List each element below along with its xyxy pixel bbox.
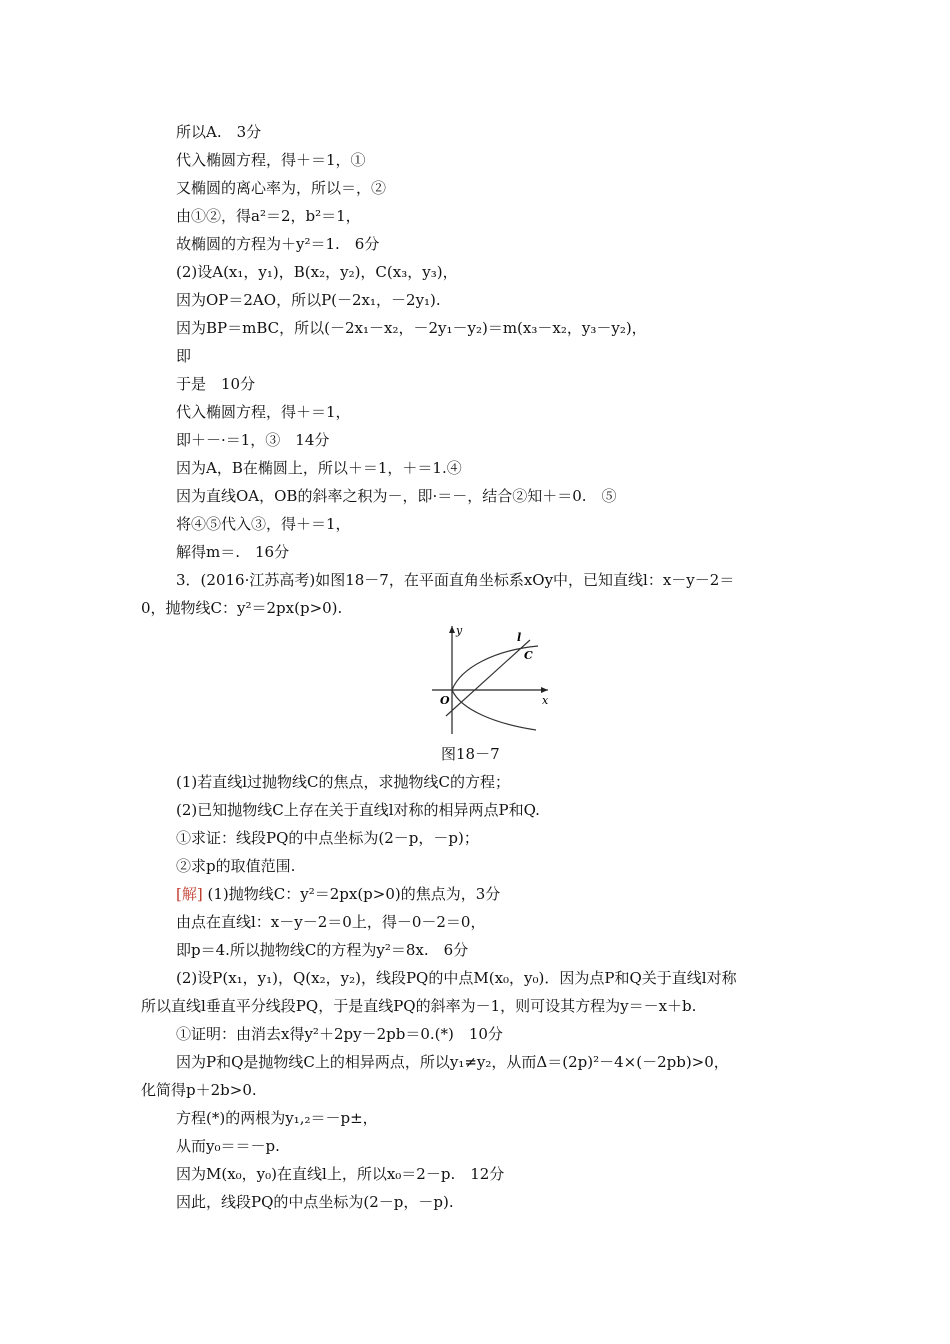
text-line: 即＋－·＝1，③ 14分	[176, 431, 330, 449]
parabola-figure	[426, 622, 556, 740]
text-line: 将④⑤代入③，得＋＝1，	[176, 515, 351, 533]
origin-label: O	[440, 694, 450, 707]
solution-line: 由点在直线l：x－y－2＝0上，得－0－2＝0，	[176, 913, 486, 931]
curve-c-label: C	[524, 649, 533, 662]
text-line: 故椭圆的方程为＋y²＝1. 6分	[176, 235, 380, 253]
problem-statement-line: 0，抛物线C：y²＝2px(p>0).	[141, 599, 343, 617]
question-line: (1)若直线l过抛物线C的焦点，求抛物线C的方程；	[176, 773, 511, 791]
text-line: 因为OP＝2AO，所以P(－2x₁，－2y₁).	[176, 291, 441, 309]
text-line: 又椭圆的离心率为，所以＝，②	[176, 179, 387, 197]
text-line: 于是 10分	[176, 375, 256, 393]
question-line: ①求证：线段PQ的中点坐标为(2－p，－p)；	[176, 829, 479, 847]
solution-line: 因此，线段PQ的中点坐标为(2－p，－p).	[176, 1193, 454, 1211]
x-axis-label: x	[542, 694, 549, 707]
figure-caption: 图18－7	[441, 745, 500, 763]
question-line: ②求p的取值范围.	[176, 857, 296, 875]
text-line: 所以A. 3分	[176, 123, 262, 141]
solution-text: (1)抛物线C：y²＝2px(p>0)的焦点为，3分	[207, 885, 501, 903]
solution-line: 方程(*)的两根为y₁,₂＝－p±，	[176, 1109, 378, 1127]
question-line: (2)已知抛物线C上存在关于直线l对称的相异两点P和Q.	[176, 801, 540, 819]
problem-statement-line: 3．(2016·江苏高考)如图18－7，在平面直角坐标系xOy中，已知直线l：x－y－2＝	[176, 571, 735, 589]
text-line: 即	[176, 347, 192, 365]
line-l-label: l	[517, 631, 522, 644]
text-line: 代入椭圆方程，得＋＝1，①	[176, 151, 366, 169]
x-axis-arrow	[541, 687, 548, 693]
solution-line: 化简得p＋2b>0.	[141, 1081, 257, 1099]
text-line: 因为A，B在椭圆上，所以＋＝1，＋＝1.④	[176, 459, 462, 477]
solution-line: 因为P和Q是抛物线C上的相异两点，所以y₁≠y₂，从而Δ＝(2p)²－4×(－2pb)>0，	[176, 1053, 729, 1071]
y-axis-label: y	[456, 624, 463, 637]
solution-line: 所以直线l垂直平分线段PQ，于是直线PQ的斜率为－1，则可设其方程为y＝－x＋b.	[141, 997, 697, 1015]
solution-line: 从而y₀＝＝－p.	[176, 1137, 280, 1155]
solution-tag: [解]	[176, 885, 203, 903]
solution-line: 因为M(x₀，y₀)在直线l上，所以x₀＝2－p. 12分	[176, 1165, 505, 1183]
text-line: 解得m＝. 16分	[176, 543, 290, 561]
text-line: 代入椭圆方程，得＋＝1，	[176, 403, 351, 421]
text-line: 因为直线OA，OB的斜率之积为－，即·＝－，结合②知＋＝0. ⑤	[176, 487, 617, 505]
solution-line: ①证明：由消去x得y²＋2py－2pb＝0.(*) 10分	[176, 1025, 503, 1043]
text-line: 因为BP＝mBC，所以(－2x₁－x₂，－2y₁－y₂)＝m(x₃－x₂，y₃－y₂)，	[176, 319, 647, 337]
y-axis-arrow	[449, 626, 455, 633]
text-line: (2)设A(x₁，y₁)，B(x₂，y₂)，C(x₃，y₃)，	[176, 263, 458, 281]
text-line: 由①②，得a²＝2，b²＝1，	[176, 207, 361, 225]
solution-line: (2)设P(x₁，y₁)，Q(x₂，y₂)，线段PQ的中点M(x₀，y₀)．因为点P和Q关于直线l对称	[176, 969, 737, 987]
solution-line: 即p＝4.所以抛物线C的方程为y²＝8x. 6分	[176, 941, 469, 959]
solution-first-line	[176, 884, 500, 904]
